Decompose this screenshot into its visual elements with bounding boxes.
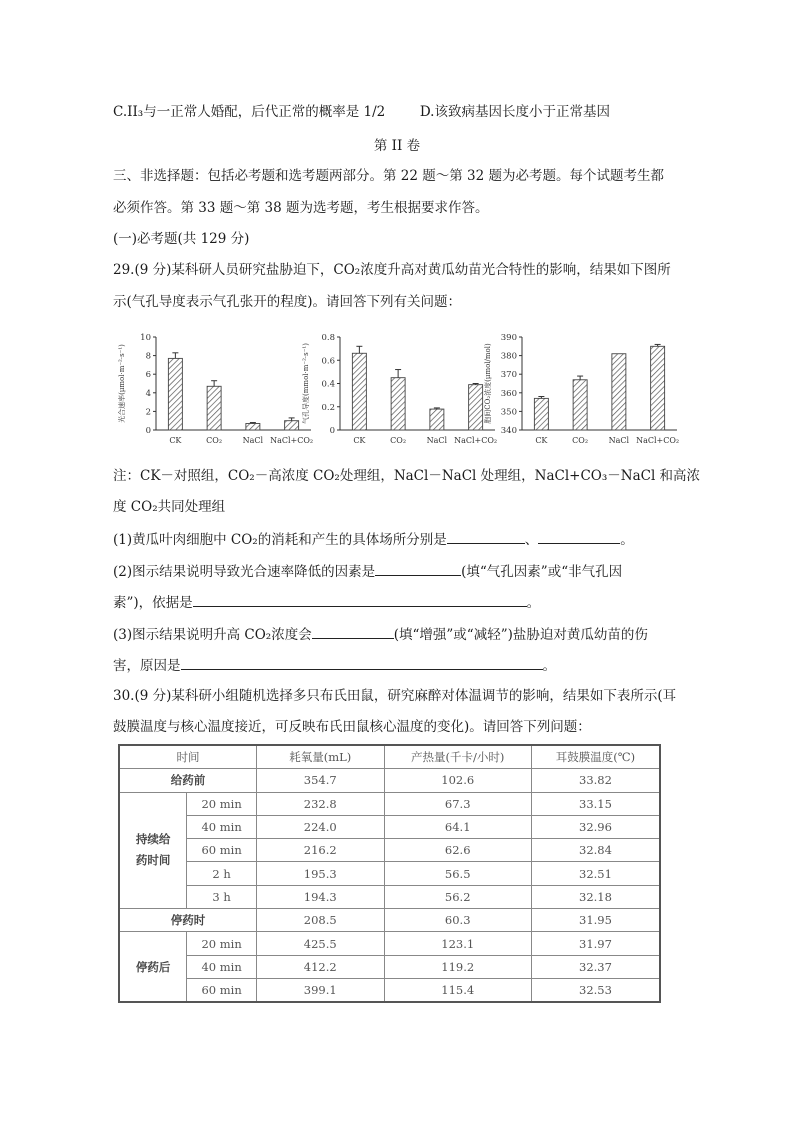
period: 。 [620,532,634,548]
table-row [119,978,660,1002]
table-cell: 31.97 [531,932,660,955]
table-row [119,815,660,838]
q30-line-2: 鼓膜温度与核心温度接近，可反映布氏田鼠核心温度的变化)。请回答下列问题： [113,719,591,735]
table-cell: 56.5 [384,862,531,885]
q29-sub-2-basis: 素”)，依据是 [113,595,193,611]
table-cell: 62.6 [384,839,531,862]
group-label-after: 停药后 [119,932,187,1002]
y-tick-label: 6 [145,370,151,381]
answer-blank[interactable] [538,529,620,544]
note-line-2: 度 CO₂共同处理组 [113,499,226,515]
option-c: C.II₃与一正常人婚配，后代正常的概率是 1/2 [113,104,386,120]
bar [573,380,587,430]
table-cell: 33.82 [531,769,660,792]
answer-blank[interactable] [447,529,525,544]
section-title: 第 II 卷 [373,138,421,154]
time-cell: 40 min [187,815,257,838]
bar [469,385,483,430]
table-cell: 32.96 [531,815,660,838]
header-time: 时间 [119,745,256,769]
table-cell: 60.3 [384,909,531,932]
table-cell: 195.3 [256,862,384,885]
x-tick-label: NaCl [426,436,448,445]
q29-sub-1 [113,529,634,550]
answer-blank[interactable] [375,561,461,576]
table-cell: 32.37 [531,955,660,978]
y-axis-label: 胞间CO₂浓度(μmol/mol) [484,343,492,424]
bar [534,398,548,430]
table-cell: 32.51 [531,862,660,885]
table-row [119,839,660,862]
table-cell: 32.53 [531,978,660,1002]
time-cell: 60 min [187,978,257,1002]
table-cell: 232.8 [256,792,384,815]
group-label-line: 持续给 [135,832,171,847]
bar [285,421,299,430]
q29-sub-2-text: (2)图示结果说明导致光合速率降低的因素是 [113,564,376,580]
table-cell: 64.1 [384,815,531,838]
table-row [119,909,660,932]
x-tick-label: CO₂ [572,436,589,445]
table-row [119,792,660,815]
q29-line-1: 29.(9 分)某科研人员研究盐胁迫下，CO₂浓度升高对黄瓜幼苗光合特性的影响，结果如下图所 [113,262,671,278]
table-cell: 208.5 [256,909,384,932]
chart-intercellular [482,325,682,459]
table-cell: 102.6 [384,769,531,792]
x-tick-label: NaCl+CO₂ [636,436,680,445]
bar [391,378,405,430]
x-tick-label: CO₂ [206,436,223,445]
table-row [119,862,660,885]
table-cell: 32.84 [531,839,660,862]
y-axis-label: 气孔导度(mmol·m⁻²·s⁻¹) [302,343,310,424]
stomatal-bar-chart [300,325,500,455]
group-label-during [119,792,187,908]
y-axis-label: 光合速率(μmol·m⁻²·s⁻¹) [118,344,126,423]
y-tick-label: 360 [500,388,517,399]
time-cell: 3 h [187,885,257,908]
option-line [113,102,610,122]
y-tick-label: 380 [500,351,517,362]
table-cell: 31.95 [531,909,660,932]
y-tick-label: 8 [145,351,151,362]
y-tick-label: 370 [500,370,517,381]
time-cell: 20 min [187,932,257,955]
chart-photosynthesis [116,325,316,459]
y-tick-label: 350 [500,407,517,418]
header-heat: 产热量(千卡/小时) [384,745,531,769]
q29-sub-3-text: (3)图示结果说明升高 CO₂浓度会 [113,627,312,643]
table-cell: 32.18 [531,885,660,908]
q29-sub-3-reason: 害，原因是 [113,658,181,674]
y-tick-label: 0 [145,426,151,436]
y-tick-label: 10 [140,333,151,343]
x-tick-label: NaCl+CO₂ [454,436,498,445]
bar [207,386,221,430]
y-tick-label: 0.2 [321,402,335,413]
time-cell: 60 min [187,839,257,862]
table-cell: 33.15 [531,792,660,815]
x-tick-label: NaCl [608,436,630,445]
answer-blank[interactable] [312,624,394,639]
intercellular-co2-bar-chart [482,325,682,455]
table-row [119,885,660,908]
table-cell: 399.1 [256,978,384,1002]
intro-line-2: 必须作答。第 33 题～第 38 题为选考题，考生根据要求作答。 [113,200,489,216]
q29-sub-2-hint: (填“气孔因素”或“非气孔因 [461,564,623,580]
table-cell: 194.3 [256,885,384,908]
time-cell: 40 min [187,955,257,978]
q29-sub-3-hint: (填“增强”或“减轻”)盐胁迫对黄瓜幼苗的伤 [393,627,648,643]
q29-sub-2 [113,561,622,582]
bar [246,423,260,430]
option-d: D.该致病基因长度小于正常基因 [419,104,610,120]
bar [352,353,366,430]
table-cell: 412.2 [256,955,384,978]
note-line-1: 注：CK－对照组，CO₂－高浓度 CO₂处理组，NaCl－NaCl 处理组，NaCl+CO₃－NaCl 和高浓 [113,468,701,484]
table-cell: 354.7 [256,769,384,792]
table-cell: 119.2 [384,955,531,978]
row-label: 给药前 [119,769,256,792]
bar [612,354,626,430]
group-label-line: 药时间 [135,853,171,868]
table-cell: 216.2 [256,839,384,862]
header-oxygen: 耗氧量(mL) [256,745,384,769]
table-cell: 56.2 [384,885,531,908]
table-row [119,932,660,955]
y-tick-label: 4 [145,388,151,399]
row-label: 停药时 [119,909,256,932]
photosynthesis-bar-chart [116,325,316,455]
answer-blank[interactable] [193,592,527,607]
table-cell: 224.0 [256,815,384,838]
q30-line-1: 30.(9 分)某科研小组随机选择多只布氏田鼠，研究麻醉对体温调节的影响，结果如下表所示(耳 [113,688,677,704]
intro-line-1: 三、非选择题：包括必考题和选考题两部分。第 22 题～第 32 题为必考题。每个试题考生都 [113,168,665,184]
table-header-row [119,745,660,769]
table-cell: 425.5 [256,932,384,955]
y-tick-label: 340 [500,426,517,436]
answer-blank[interactable] [181,655,543,670]
y-tick-label: 0 [329,426,335,436]
q29-sub-3 [113,624,648,645]
table-cell: 67.3 [384,792,531,815]
bar [430,409,444,430]
x-tick-label: CK [535,436,548,445]
q29-line-2: 示(气孔导度表示气孔张开的程度)。请回答下列有关问题： [113,294,462,310]
period: 。 [542,658,556,674]
x-tick-label: NaCl [242,436,264,445]
time-cell: 20 min [187,792,257,815]
x-tick-label: CK [353,436,366,445]
header-temp: 耳鼓膜温度(℃) [531,745,660,769]
x-tick-label: CK [169,436,182,445]
table-cell: 123.1 [384,932,531,955]
table-cell: 115.4 [384,978,531,1002]
q29-sub-1-text: (1)黄瓜叶肉细胞中 CO₂的消耗和产生的具体场所分别是 [113,532,447,548]
chart-stomatal [300,325,500,459]
table-row [119,955,660,978]
bar [168,358,182,430]
x-tick-label: NaCl+CO₂ [270,436,314,445]
y-tick-label: 0.4 [321,379,335,390]
table-row [119,769,660,792]
x-tick-label: CO₂ [390,436,407,445]
q29-sub-2-cont [113,592,540,613]
bar [651,346,665,430]
q29-sub-3-cont [113,655,556,676]
separator: 、 [524,532,539,548]
period: 。 [526,595,541,611]
intro-line-3: (一)必考题(共 129 分) [113,231,250,247]
y-tick-label: 0.6 [321,356,335,367]
data-table [118,744,661,1003]
y-tick-label: 390 [500,333,517,343]
y-tick-label: 0.8 [321,333,335,343]
y-tick-label: 2 [145,407,151,418]
time-cell: 2 h [187,862,257,885]
